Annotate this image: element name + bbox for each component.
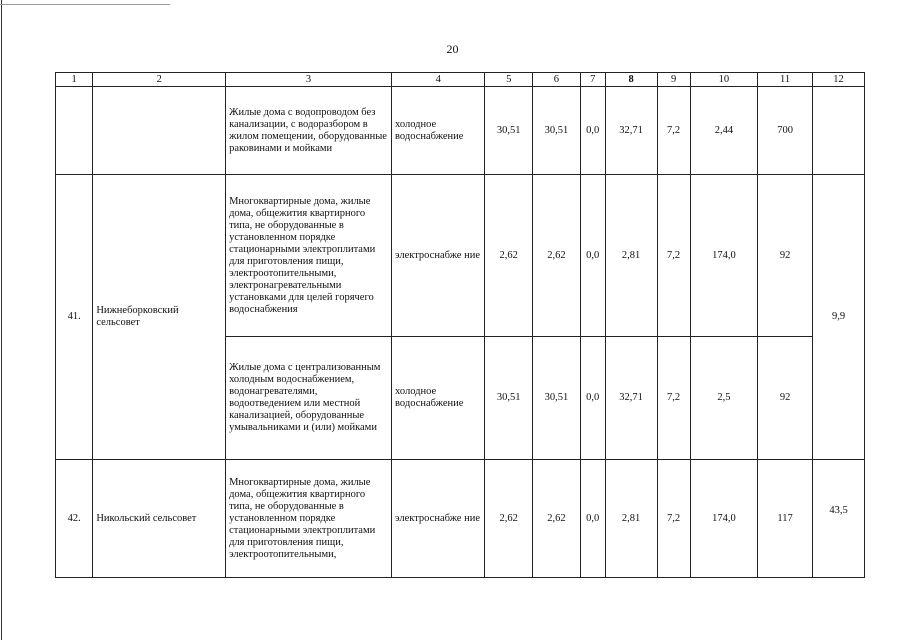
column-header: 8 [605, 73, 657, 87]
value-cell: 174,0 [690, 460, 757, 578]
value-cell: 0,0 [580, 87, 605, 175]
service-type: холодное водоснабжение [392, 87, 485, 175]
service-type: электроснабже ние [392, 175, 485, 337]
housing-description: Жилые дома с водопроводом без канализации, с водоразбором в жилом помещении, оборудованные раковинами и мойками [226, 87, 392, 175]
settlement-name: Никольский сельсовет [93, 460, 226, 578]
settlement-name-cell [93, 87, 226, 175]
value-cell: 117 [758, 460, 813, 578]
column-header: 12 [813, 73, 865, 87]
value-cell: 92 [758, 337, 813, 460]
service-type: электроснабже ние [392, 460, 485, 578]
value-cell: 7,2 [657, 337, 690, 460]
housing-description: Жилые дома с централизованным холодным водоснабжением, водонагревателями, водоотведением или местной канализацией, оборудованные умывальниками и (или) мойками [226, 337, 392, 460]
value-cell: 92 [758, 175, 813, 337]
column-header: 7 [580, 73, 605, 87]
value-cell: 2,44 [690, 87, 757, 175]
value-cell: 2,81 [605, 175, 657, 337]
value-cell: 7,2 [657, 460, 690, 578]
column-header: 11 [758, 73, 813, 87]
top-scan-line [0, 4, 170, 5]
value-cell: 30,51 [533, 87, 581, 175]
value-cell: 32,71 [605, 337, 657, 460]
column-header: 1 [56, 73, 93, 87]
value-cell: 2,62 [533, 460, 581, 578]
value-cell: 2,5 [690, 337, 757, 460]
value-cell: 30,51 [533, 337, 581, 460]
column-header: 3 [226, 73, 392, 87]
value-cell: 0,0 [580, 337, 605, 460]
column-header: 10 [690, 73, 757, 87]
value-cell: 30,51 [485, 87, 533, 175]
table-row [56, 175, 865, 337]
page-left-border [1, 0, 2, 640]
page-number: 20 [446, 42, 459, 56]
value-cell: 2,81 [605, 460, 657, 578]
column-header: 4 [392, 73, 485, 87]
entry-number: 42. [56, 460, 93, 578]
entry-number-cell [56, 87, 93, 175]
column-number-row [56, 73, 865, 87]
value-cell: 700 [758, 87, 813, 175]
total-cell [813, 87, 865, 175]
value-cell: 0,0 [580, 175, 605, 337]
column-header: 6 [533, 73, 581, 87]
value-cell: 32,71 [605, 87, 657, 175]
tariff-table [55, 72, 865, 578]
value-cell: 30,51 [485, 337, 533, 460]
column-header: 9 [657, 73, 690, 87]
table-row [56, 87, 865, 175]
entry-number: 41. [56, 175, 93, 460]
value-cell: 2,62 [533, 175, 581, 337]
settlement-total: 43,5 [813, 460, 865, 578]
table-row [56, 460, 865, 578]
column-header: 2 [93, 73, 226, 87]
value-cell: 7,2 [657, 87, 690, 175]
housing-description: Многоквартирные дома, жилые дома, общежития квартирного типа, не оборудованные в установленном порядке стационарными электроплитами для приготовления пищи, электроотопительными, [226, 460, 392, 578]
value-cell: 174,0 [690, 175, 757, 337]
service-type: холодное водоснабжение [392, 337, 485, 460]
value-cell: 0,0 [580, 460, 605, 578]
settlement-name: Нижнеборковский сельсовет [93, 175, 226, 460]
settlement-total: 9,9 [813, 175, 865, 460]
column-header: 5 [485, 73, 533, 87]
value-cell: 7,2 [657, 175, 690, 337]
value-cell: 2,62 [485, 460, 533, 578]
value-cell: 2,62 [485, 175, 533, 337]
housing-description: Многоквартирные дома, жилые дома, общежития квартирного типа, не оборудованные в установленном порядке стационарными электроплитами для приготовления пищи, электроотопительными, электронагревательными установками для целей горячего водоснабжения [226, 175, 392, 337]
